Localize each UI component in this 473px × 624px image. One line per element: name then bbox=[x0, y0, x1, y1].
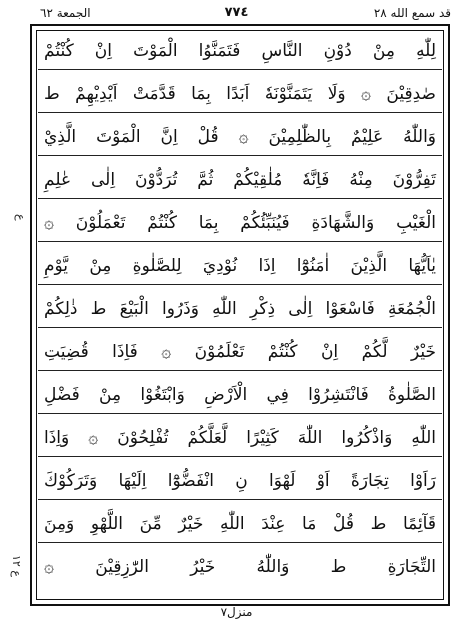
page-header bbox=[0, 4, 473, 24]
text-line: الْجُمُعَةِ فَاسْعَوْا اِلٰى ذِكْرِ اللّٰهِ وَذَرُوا الْبَيْعَ ط ذٰلِكُمْ bbox=[38, 290, 442, 328]
text-line: لِلّٰهِ مِنْ دُوْنِ النَّاسِ فَتَمَنَّوُا الْمَوْتَ اِنْ كُنْتُمْ bbox=[38, 32, 442, 70]
manzil-footer: منزل٧ bbox=[220, 605, 253, 619]
ruku-count-marker: ع ١٢ bbox=[10, 555, 23, 577]
text-line: اللّٰهِ وَاذْكُرُوا اللّٰهَ كَثِيْرًا لَّعَلَّكُمْ تُفْلِحُوْنَ ۞ وَاِذَا bbox=[38, 419, 442, 457]
ruku-margin-marker: ع bbox=[14, 214, 27, 221]
page-number: ٧٧٤ bbox=[224, 5, 249, 20]
text-line: يٰاَيُّهَا الَّذِيْنَ اٰمَنُوْٓا اِذَا نُوْدِيَ لِلصَّلٰوةِ مِنْ يَّوْمِ bbox=[38, 247, 442, 285]
text-line: قَآئِمًا ط قُلْ مَا عِنْدَ اللّٰهِ خَيْرٌ مِّنَ اللَّهْوِ وَمِنَ bbox=[38, 505, 442, 543]
text-line: التِّجَارَةِ ط وَاللّٰهُ خَيْرُ الرّٰزِقِيْنَ ۞ bbox=[44, 557, 436, 577]
surah-name: الجمعة ٦٢ bbox=[40, 6, 91, 20]
text-line: تَفِرُّوْنَ مِنْهُ فَاِنَّهٗ مُلٰقِيْكُمْ ثُمَّ تُرَدُّوْنَ اِلٰى عٰلِمِ bbox=[38, 161, 442, 199]
text-body bbox=[38, 32, 442, 598]
text-line: خَيْرٌ لَّكُمْ اِنْ كُنْتُمْ تَعْلَمُوْنَ ۞ فَاِذَا قُضِيَتِ bbox=[38, 333, 442, 371]
text-line: وَاللّٰهُ عَلِيْمٌ بِالظّٰلِمِيْنَ ۞ قُلْ اِنَّ الْمَوْتَ الَّذِيْ bbox=[38, 118, 442, 156]
juz-name: قد سمع الله ٢٨ bbox=[373, 6, 451, 20]
text-line: رَاَوْا تِجَارَةً اَوْ لَهْوَا نِ انْفَضُّوْٓا اِلَيْهَا وَتَرَكُوْكَ bbox=[38, 462, 442, 500]
text-line: الصَّلٰوةُ فَانْتَشِرُوْا فِي الْاَرْضِ وَابْتَغُوْا مِنْ فَضْلِ bbox=[38, 376, 442, 414]
text-line: صٰدِقِيْنَ ۞ وَلَا يَتَمَنَّوْنَهٗ اَبَدًا بِمَا قَدَّمَتْ اَيْدِيْهِمْ ط bbox=[38, 75, 442, 113]
text-line: الْغَيْبِ وَالشَّهَادَةِ فَيُنَبِّئُكُمْ بِمَا كُنْتُمْ تَعْمَلُوْنَ ۞ bbox=[38, 204, 442, 242]
